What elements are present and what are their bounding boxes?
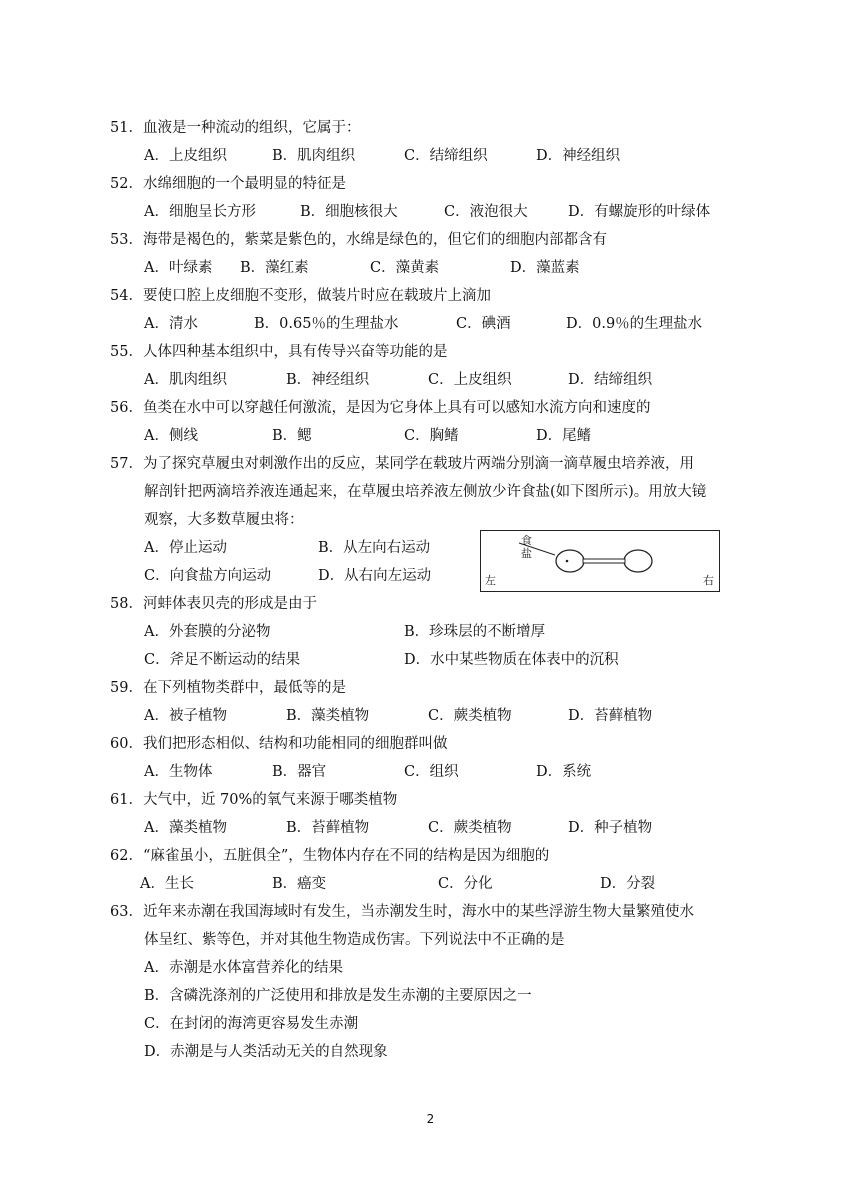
q63-option-d: D．赤潮是与人类活动无关的自然现象 <box>144 1044 388 1060</box>
question-61-stem: 61．大气中，近 70%的氧气来源于哪类植物 <box>110 792 398 808</box>
q51-option-d: D．神经组织 <box>536 148 621 164</box>
q58-option-b: B．珍珠层的不断增厚 <box>404 624 546 640</box>
question-52-stem: 52．水绵细胞的一个最明显的特征是 <box>110 176 346 192</box>
question-60-stem: 60．我们把形态相似、结构和功能相同的细胞群叫做 <box>110 736 448 752</box>
q59-option-b: B．藻类植物 <box>286 708 370 724</box>
question-51-stem: 51．血液是一种流动的组织，它属于： <box>110 120 361 136</box>
question-62-stem: 62．“麻雀虽小，五脏俱全”，生物体内存在不同的结构是因为细胞的 <box>110 848 550 864</box>
q57-option-a: A．停止运动 <box>144 540 227 556</box>
q62-option-c: C．分化 <box>438 876 493 892</box>
q56-option-c: C．胸鳍 <box>404 428 459 444</box>
q63-option-a: A．赤潮是水体富营养化的结果 <box>144 960 343 976</box>
q53-option-a: A．叶绿素 <box>144 260 213 276</box>
q55-option-c: C．上皮组织 <box>428 372 512 388</box>
q61-option-d: D．种子植物 <box>568 820 653 836</box>
question-56-stem: 56．鱼类在水中可以穿越任何激流，是因为它身体上具有可以感知水流方向和速度的 <box>110 400 651 416</box>
question-63-stem-line1: 63．近年来赤潮在我国海域时有发生，当赤潮发生时，海水中的某些浮游生物大量繁殖使水 <box>110 904 694 920</box>
q58-option-d: D．水中某些物质在体表中的沉积 <box>404 652 619 668</box>
q61-option-a: A．藻类植物 <box>144 820 227 836</box>
question-57-stem-line1: 57．为了探究草履虫对刺激作出的反应，某同学在载玻片两端分别滴一滴草履虫培养液，用 <box>110 456 694 472</box>
q53-option-b: B．藻红素 <box>240 260 309 276</box>
q61-option-b: B．苔藓植物 <box>286 820 370 836</box>
q63-option-c: C．在封闭的海湾更容易发生赤潮 <box>144 1016 359 1032</box>
q56-option-a: A．侧线 <box>144 428 198 444</box>
q56-option-d: D．尾鳍 <box>536 428 592 444</box>
slide-drawing <box>481 531 718 590</box>
q52-option-c: C．液泡很大 <box>444 204 528 220</box>
question-58-stem: 58．河蚌体表贝壳的形成是由于 <box>110 596 317 612</box>
question-55-stem: 55．人体四种基本组织中，具有传导兴奋等功能的是 <box>110 344 448 360</box>
question-57-stem-line2: 解剖针把两滴培养液连通起来，在草履虫培养液左侧放少许食盐(如下图所示)。用放大镜 <box>144 484 707 500</box>
right-culture-drop <box>624 550 652 572</box>
q59-option-c: C．蕨类植物 <box>428 708 512 724</box>
q54-option-c: C．碘酒 <box>456 316 511 332</box>
q55-option-b: B．神经组织 <box>286 372 370 388</box>
question-57-stem-line3: 观察，大多数草履虫将： <box>144 512 304 528</box>
q54-option-d: D．0.9％的生理盐水 <box>566 316 703 332</box>
salt-grain <box>566 560 569 563</box>
left-label: 左 <box>485 574 496 587</box>
q57-option-d: D．从右向左运动 <box>318 568 432 584</box>
q53-option-d: D．藻蓝素 <box>510 260 580 276</box>
q51-option-a: A．上皮组织 <box>144 148 227 164</box>
q51-option-c: C．结缔组织 <box>404 148 488 164</box>
q54-option-b: B．0.65％的生理盐水 <box>254 316 399 332</box>
q53-option-c: C．藻黄素 <box>370 260 440 276</box>
q51-option-b: B．肌肉组织 <box>272 148 356 164</box>
question-59-stem: 59．在下列植物类群中，最低等的是 <box>110 680 346 696</box>
q62-option-b: B．癌变 <box>272 876 327 892</box>
slide-diagram <box>480 530 720 592</box>
left-culture-drop <box>556 550 584 572</box>
q60-option-d: D．系统 <box>536 764 592 780</box>
q57-option-c: C．向食盐方向运动 <box>144 568 272 584</box>
connecting-channel <box>583 559 625 563</box>
q52-option-b: B．细胞核很大 <box>300 204 398 220</box>
q59-option-a: A．被子植物 <box>144 708 227 724</box>
q54-option-a: A．清水 <box>144 316 198 332</box>
salt-label-line1: 食 <box>521 534 532 547</box>
q60-option-a: A．生物体 <box>144 764 213 780</box>
q62-option-d: D．分裂 <box>600 876 656 892</box>
q60-option-c: C．组织 <box>404 764 459 780</box>
q61-option-c: C．蕨类植物 <box>428 820 512 836</box>
question-63-stem-line2: 体呈红、紫等色，并对其他生物造成伤害。下列说法中不正确的是 <box>144 932 565 948</box>
q57-option-b: B．从左向右运动 <box>318 540 431 556</box>
question-53-stem: 53．海带是褐色的，紫菜是紫色的，水绵是绿色的，但它们的细胞内部都含有 <box>110 232 607 248</box>
question-54-stem: 54．要使口腔上皮细胞不变形，做装片时应在载玻片上滴加 <box>110 288 491 304</box>
q59-option-d: D．苔藓植物 <box>568 708 653 724</box>
salt-label-line2: 盐 <box>521 547 532 560</box>
q58-option-c: C．斧足不断运动的结果 <box>144 652 301 668</box>
right-label: 右 <box>703 574 714 587</box>
page-number: 2 <box>426 1112 435 1126</box>
q52-option-a: A．细胞呈长方形 <box>144 204 256 220</box>
q55-option-d: D．结缔组织 <box>568 372 653 388</box>
q63-option-b: B．含磷洗涤剂的广泛使用和排放是发生赤潮的主要原因之一 <box>144 988 532 1004</box>
q62-option-a: A．生长 <box>140 876 194 892</box>
q55-option-a: A．肌肉组织 <box>144 372 227 388</box>
q56-option-b: B．鳃 <box>272 428 312 444</box>
q60-option-b: B．器官 <box>272 764 327 780</box>
q52-option-d: D．有螺旋形的叶绿体 <box>568 204 711 220</box>
q58-option-a: A．外套膜的分泌物 <box>144 624 271 640</box>
